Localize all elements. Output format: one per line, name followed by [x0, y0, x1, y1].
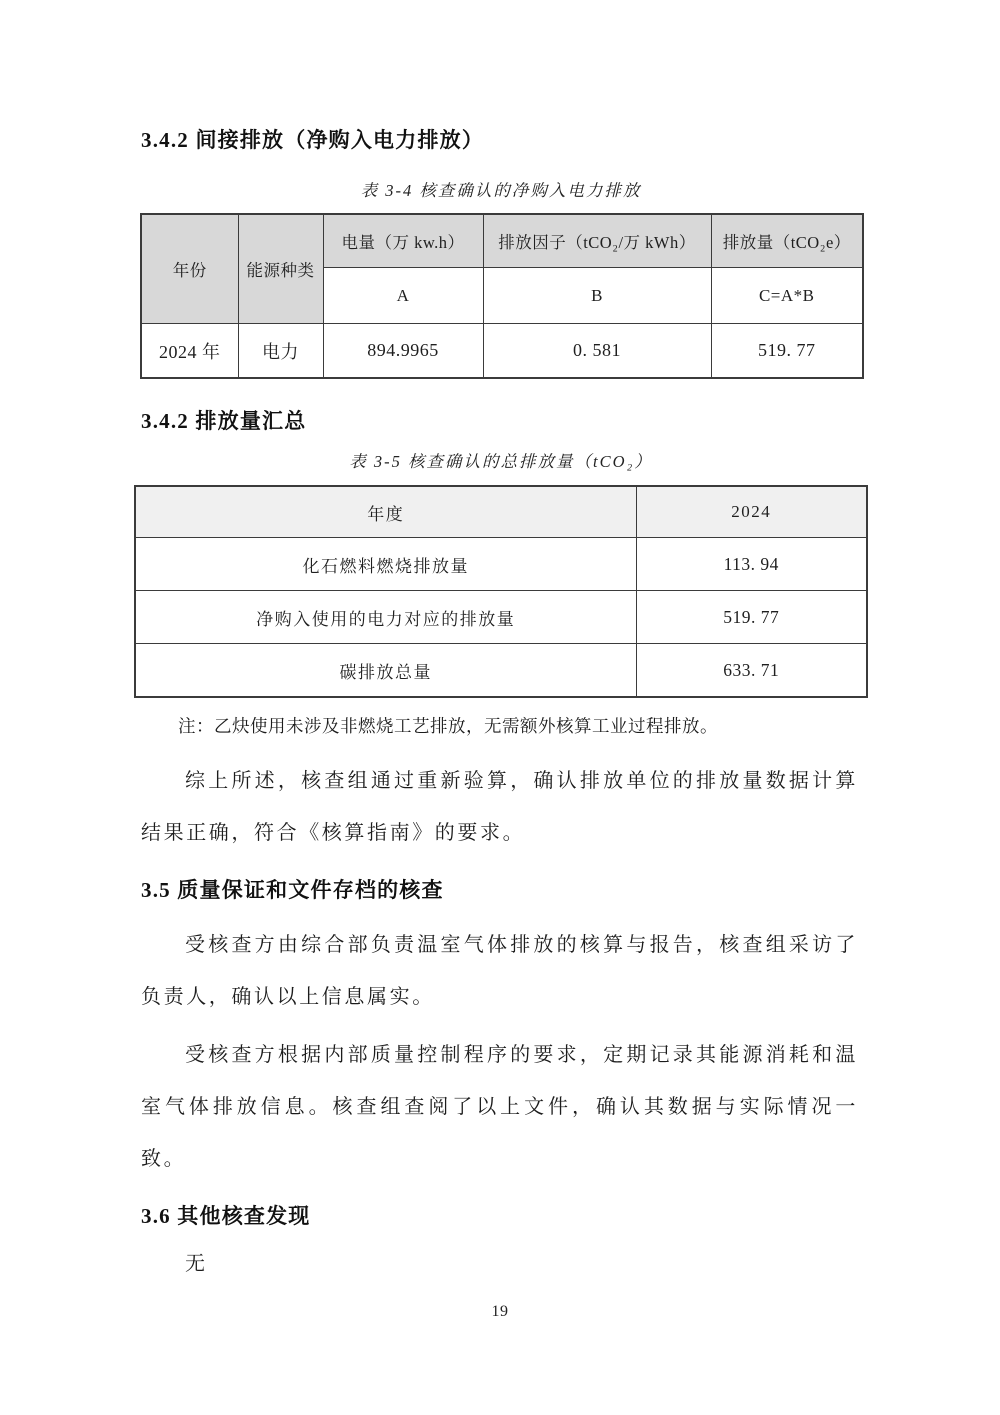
table-3-5-value-fossil-fuel: 113. 94 [636, 538, 867, 591]
table-3-4-cell-year: 2024 年 [141, 324, 238, 379]
table-3-4-header-energy-type: 能源种类 [238, 214, 323, 324]
table-3-5-header-year-label: 年度 [135, 486, 636, 538]
table-note: 注：乙炔使用未涉及非燃烧工艺排放，无需额外核算工业过程排放。 [178, 716, 718, 736]
table-row [135, 644, 867, 698]
table-3-4-subheader-a: A [323, 268, 483, 324]
table-3-5-header-row [135, 486, 867, 538]
table-3-5-value-purchased-electricity: 519. 77 [636, 591, 867, 644]
table-3-4-subheader-b: B [483, 268, 711, 324]
table-row [141, 324, 863, 379]
section-heading-36-other-findings: 3.6 其他核查发现 [141, 1204, 311, 1228]
table-3-4-cell-energy-type: 电力 [238, 324, 323, 379]
table-3-4-cell-emission-factor: 0. 581 [483, 324, 711, 379]
other-findings-body: 无 [185, 1253, 208, 1275]
table-row [135, 591, 867, 644]
table-3-5-label-fossil-fuel: 化石燃料燃烧排放量 [135, 538, 636, 591]
table-row [135, 538, 867, 591]
table-3-5-label-total-emissions: 碳排放总量 [135, 644, 636, 698]
paragraph-summary: 综上所述，核查组通过重新验算，确认排放单位的排放量数据计算结果正确，符合《核算指南》的要求。 [141, 770, 858, 844]
table-3-4-header-emissions: 排放量（tCO₂e） [711, 214, 863, 268]
table-3-5-header-year-value: 2024 [636, 486, 867, 538]
table-3-4-header-electricity: 电量（万 kw.h） [323, 214, 483, 268]
table-3-4-caption: 表 3-4 核查确认的净购入电力排放 [360, 181, 642, 200]
section-heading-342-emissions-summary: 3.4.2 排放量汇总 [141, 409, 307, 433]
table-3-5 [134, 485, 868, 698]
section-heading-342-indirect-emissions: 3.4.2 间接排放（净购入电力排放） [141, 128, 485, 152]
section-heading-35-qa-archive: 3.5 质量保证和文件存档的核查 [141, 878, 444, 902]
paragraph-qa-records: 受核查方根据内部质量控制程序的要求，定期记录其能源消耗和温室气体排放信息。核查组查阅了以上文件，确认其数据与实际情况一致。 [141, 1044, 858, 1170]
table-3-4 [140, 213, 864, 379]
table-3-4-cell-electricity: 894.9965 [323, 324, 483, 379]
table-3-4-header-year: 年份 [141, 214, 238, 324]
table-3-5-label-purchased-electricity: 净购入使用的电力对应的排放量 [135, 591, 636, 644]
table-3-4-cell-emissions: 519. 77 [711, 324, 863, 379]
table-3-4-header-row-1 [141, 214, 863, 268]
table-3-5-caption: 表 3-5 核查确认的总排放量（tCO₂） [349, 452, 653, 471]
table-3-5-value-total-emissions: 633. 71 [636, 644, 867, 698]
paragraph-qa-responsibility: 受核查方由综合部负责温室气体排放的核算与报告，核查组采访了负责人，确认以上信息属实。 [141, 934, 858, 1008]
table-3-4-subheader-c: C=A*B [711, 268, 863, 324]
page-number: 19 [491, 1303, 509, 1320]
table-3-4-header-emission-factor: 排放因子（tCO₂/万 kWh） [483, 214, 711, 268]
